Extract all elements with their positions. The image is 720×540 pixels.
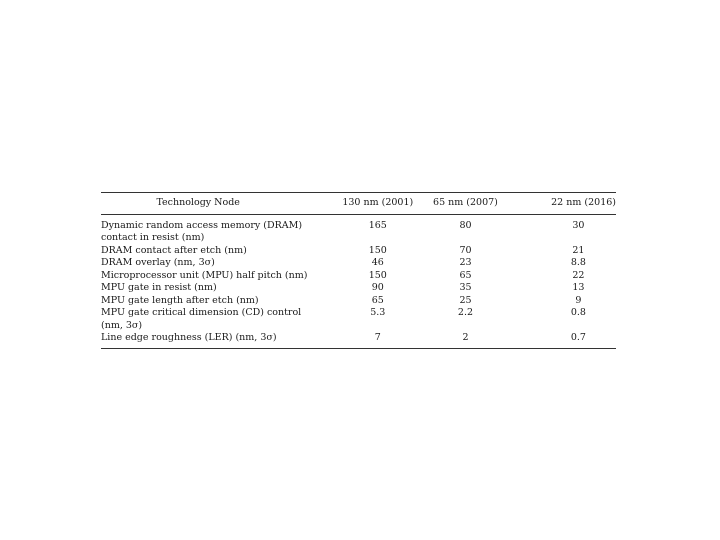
table-row bbox=[101, 257, 616, 270]
cell-130nm: 46 bbox=[371, 257, 384, 268]
cell-130nm: 150 bbox=[368, 269, 387, 281]
header-row bbox=[101, 193, 616, 215]
row-label: Microprocessor unit (MPU) half pitch (nm) bbox=[101, 269, 308, 281]
technology-roadmap-table bbox=[101, 192, 616, 349]
cell-65nm: 25 bbox=[459, 294, 472, 306]
cell-130nm: 7 bbox=[374, 332, 381, 343]
header-130nm: 130 nm (2001) bbox=[342, 197, 414, 208]
cell-22nm: 21 bbox=[572, 244, 585, 256]
table-row bbox=[101, 332, 616, 348]
cell-130nm: 90 bbox=[371, 282, 384, 293]
row-label: DRAM overlay (nm, 3σ) bbox=[101, 257, 215, 268]
row-label: MPU gate critical dimension (CD) control (nm, 3σ) bbox=[101, 307, 302, 331]
cell-65nm: 65 bbox=[459, 269, 472, 281]
cell-65nm: 80 bbox=[459, 219, 472, 231]
cell-65nm: 35 bbox=[459, 282, 472, 293]
table-row bbox=[101, 282, 616, 295]
table-row bbox=[101, 214, 616, 245]
table-header bbox=[101, 193, 616, 215]
cell-130nm: 65 bbox=[371, 294, 384, 306]
table-row bbox=[101, 295, 616, 308]
cell-22nm: 9 bbox=[575, 294, 582, 306]
row-label: Line edge roughness (LER) (nm, 3σ) bbox=[101, 332, 277, 343]
table-row bbox=[101, 307, 616, 332]
cell-130nm: 5.3 bbox=[370, 307, 386, 318]
cell-130nm: 150 bbox=[368, 244, 387, 256]
row-label: Dynamic random access memory (DRAM) contact in resist (nm) bbox=[101, 219, 303, 243]
cell-22nm: 8.8 bbox=[570, 257, 586, 268]
cell-22nm: 0.8 bbox=[570, 307, 586, 318]
cell-22nm: 30 bbox=[572, 219, 585, 231]
cell-22nm: 0.7 bbox=[570, 332, 586, 343]
header-technology-node: Technology Node bbox=[156, 197, 240, 208]
cell-22nm: 13 bbox=[572, 282, 585, 293]
table-row bbox=[101, 270, 616, 283]
header-65nm: 65 nm (2007) bbox=[433, 197, 498, 208]
row-label: DRAM contact after etch (nm) bbox=[101, 244, 247, 256]
header-22nm: 22 nm (2016) bbox=[551, 197, 616, 208]
cell-130nm: 165 bbox=[368, 219, 387, 231]
table-body bbox=[101, 214, 616, 348]
row-label: MPU gate in resist (nm) bbox=[101, 282, 217, 293]
cell-65nm: 2 bbox=[462, 332, 469, 343]
row-label: MPU gate length after etch (nm) bbox=[101, 294, 259, 306]
cell-22nm: 22 bbox=[572, 269, 585, 281]
cell-65nm: 23 bbox=[459, 257, 472, 268]
cell-65nm: 2.2 bbox=[457, 307, 474, 318]
cell-65nm: 70 bbox=[459, 244, 472, 256]
table-row bbox=[101, 245, 616, 258]
technology-roadmap-table-container bbox=[101, 192, 616, 349]
